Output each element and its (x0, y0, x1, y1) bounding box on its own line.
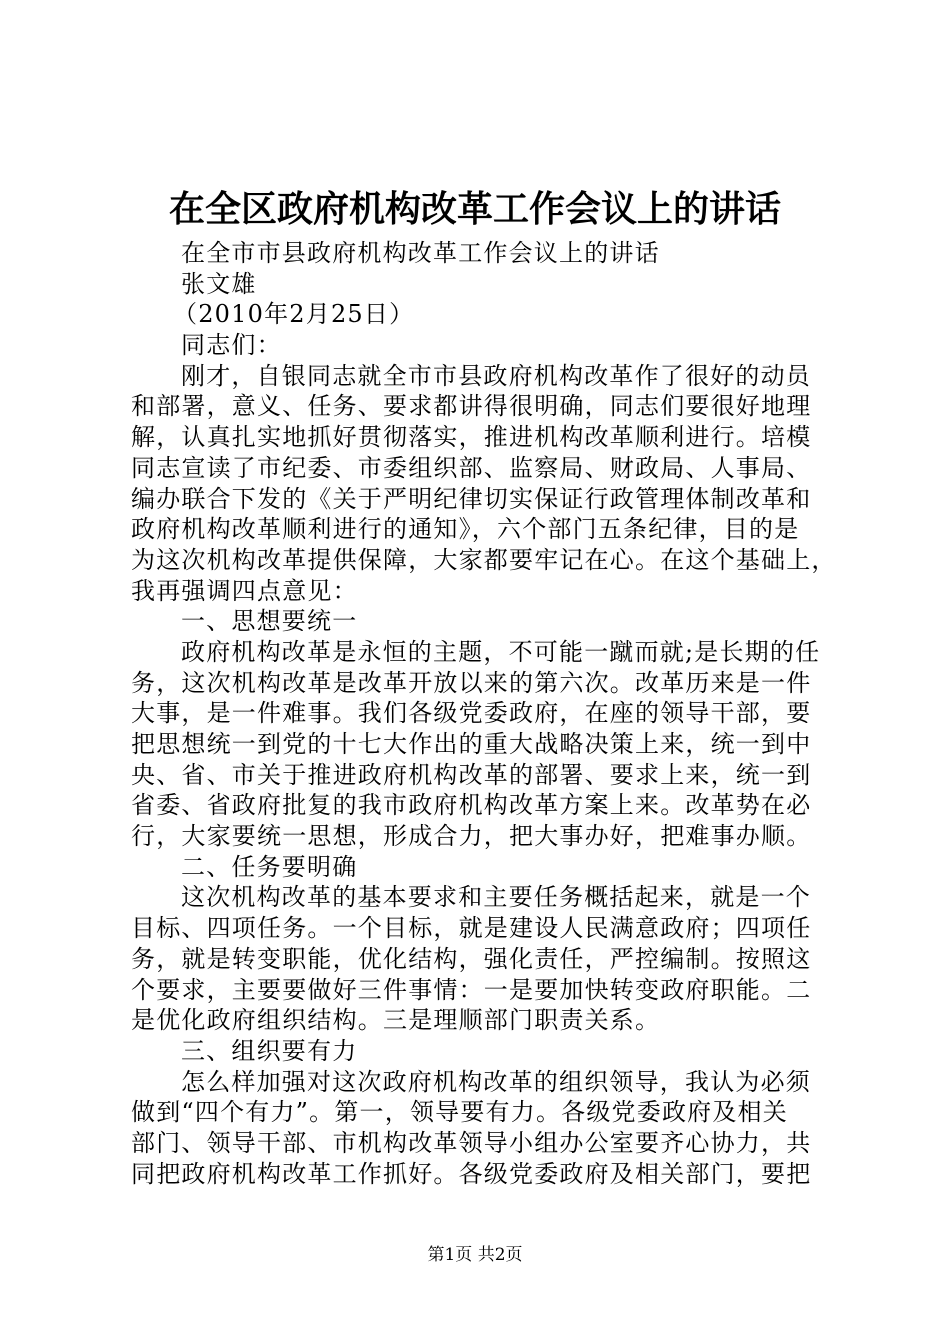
body-line: 把思想统一到党的十七大作出的重大战略决策上来，统一到中 (131, 730, 812, 758)
body-line: 刚才，自银同志就全市市县政府机构改革作了很好的动员 (181, 361, 811, 390)
body-line: 大事，是一件难事。我们各级党委政府，在座的领导干部，要 (131, 699, 812, 728)
body-line: 政府机构改革顺利进行的通知》，六个部门五条纪律，目的是 (131, 515, 800, 544)
section-heading: 三、组织要有力 (181, 1036, 358, 1065)
body-line: 行，大家要统一思想，形成合力，把大事办好，把难事办顺。 (131, 822, 812, 851)
body-line: 解，认真扎实地抓好贯彻落实，推进机构改革顺利进行。培模 (131, 423, 812, 452)
document-body (131, 238, 837, 1189)
body-line: 目标、四项任务。一个目标，就是建设人民满意政府；四项任 (131, 914, 812, 943)
body-line: 政府机构改革是永恒的主题，不可能一蹴而就;是长期的任 (181, 637, 821, 666)
body-line: 和部署，意义、任务、要求都讲得很明确，同志们要很好地理 (131, 392, 812, 421)
body-line: 同把政府机构改革工作抓好。各级党委政府及相关部门，要把 (131, 1159, 812, 1188)
body-line: 务，这次机构改革是改革开放以来的第六次。改革历来是一件 (131, 668, 812, 697)
body-line: 省委、省政府批复的我市政府机构改革方案上来。改革势在必 (131, 791, 812, 820)
salutation: 同志们： (181, 331, 282, 360)
section-heading: 一、思想要统一 (181, 607, 358, 636)
speaker-name: 张文雄 (181, 269, 257, 298)
body-line: 个要求，主要要做好三件事情：一是要加快转变政府职能。二 (131, 975, 812, 1004)
body-line: 编办联合下发的《关于严明纪律切实保证行政管理体制改革和 (131, 484, 812, 513)
page-footer: 第1页 共2页 (427, 1245, 523, 1265)
subtitle: 在全市市县政府机构改革工作会议上的讲话 (181, 239, 660, 267)
body-line: 务，就是转变职能，优化结构，强化责任，严控编制。按照这 (131, 944, 812, 973)
body-line: 部门、领导干部、市机构改革领导小组办公室要齐心协力，共 (131, 1128, 812, 1157)
body-line: 央、省、市关于推进政府机构改革的部署、要求上来，统一到 (131, 760, 812, 789)
body-line: 为这次机构改革提供保障，大家都要牢记在心。在这个基础上， (131, 545, 837, 574)
speech-date: （2010年2月25日） (173, 300, 415, 329)
body-line: 这次机构改革的基本要求和主要任务概括起来，就是一个 (181, 883, 811, 912)
body-line: 怎么样加强对这次政府机构改革的组织领导，我认为必须 (181, 1067, 811, 1096)
body-line: 是优化政府组织结构。三是理顺部门职责关系。 (131, 1006, 661, 1035)
body-line: 我再强调四点意见： (131, 576, 358, 605)
body-line: 同志宣读了市纪委、市委组织部、监察局、财政局、人事局、 (131, 453, 812, 482)
body-line: 做到“四个有力”。第一，领导要有力。各级党委政府及相关 (131, 1098, 788, 1127)
section-heading: 二、任务要明确 (181, 852, 358, 881)
document-title: 在全区政府机构改革工作会议上的讲话 (168, 189, 781, 230)
